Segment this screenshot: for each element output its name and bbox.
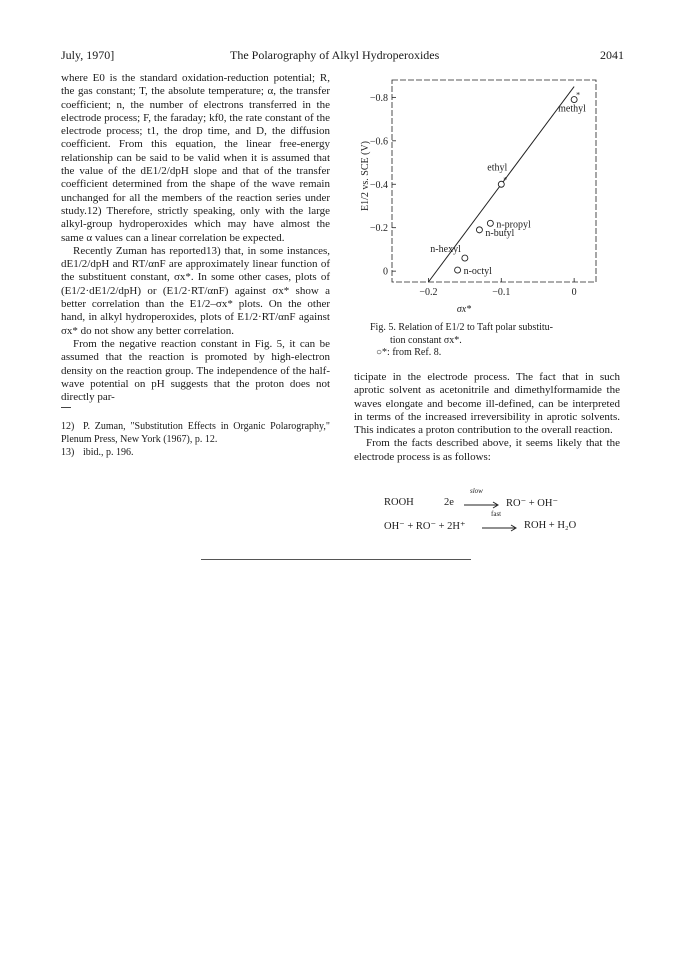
- caption-line: tion constant σx*.: [390, 334, 462, 346]
- figure-caption: [370, 322, 620, 360]
- reference-text: ibid., p. 196.: [83, 447, 134, 459]
- data-point-n-octyl: [455, 267, 461, 273]
- y-tick-label: −0.2: [369, 223, 388, 235]
- reference-number: 13): [61, 447, 75, 459]
- x-tick-label: 0: [571, 287, 577, 298]
- reference-text: P. Zuman, "Substitution Effects in Organic Polarography," Plenum Press, New York (1967), p. 12.: [61, 421, 330, 446]
- ref-asterisk: *: [576, 90, 581, 100]
- running-header-date: July, 1970]: [61, 48, 115, 62]
- reaction-arrow-icon: [482, 524, 518, 532]
- x-tick-label: −0.2: [419, 287, 438, 298]
- ref-asterisk: *: [503, 175, 508, 185]
- paragraph: From the negative reaction constant in Fig. 5, it can be assumed that the reaction is promoted by high-electron density on the reaction group. The independence of the half-wave potential on pH suggests that the proton does not directly par-: [61, 337, 330, 404]
- eq2-lhs: OH⁻ + RO⁻ + 2H⁺: [384, 521, 466, 532]
- eq1-arrow-label: slow: [470, 487, 483, 495]
- right-column: [354, 371, 620, 464]
- caption-line: ○*: from Ref. 8.: [376, 347, 442, 358]
- eq2-products: ROH + H₂O: [524, 520, 577, 531]
- data-point-n-butyl: [476, 227, 482, 233]
- footnote-rule: [61, 407, 71, 408]
- point-label-methyl: methyl: [558, 103, 586, 115]
- point-label-n-butyl: n-butyl: [485, 227, 515, 239]
- reference-13: [61, 446, 330, 459]
- end-rule: [201, 559, 471, 560]
- y-tick-label: −0.4: [369, 179, 388, 191]
- y-axis-label: E1/2 vs. SCE (V): [360, 141, 371, 211]
- y-tick-label: 0: [383, 266, 388, 278]
- page-number: 2041: [600, 48, 624, 62]
- figure-5-plot: [350, 68, 630, 318]
- paragraph: ticipate in the electrode process. The fact that in such aprotic solvent as acetonitrile and dimethylformamide the waves elongate and become ill-defined, can be interpreted in terms of the increased irreversibility in aprotic solvents. This indicates a proton contribution to the overall reaction.: [354, 371, 620, 437]
- y-tick-label: −0.8: [369, 92, 388, 104]
- reference-number: 12): [61, 421, 75, 433]
- paragraph: From the facts described above, it seems likely that the electrode process is as follows:: [354, 437, 620, 463]
- eq1-reactant: 2e: [444, 497, 454, 508]
- paragraph: where E0 is the standard oxidation-reduction potential; R, the gas constant; T, the absolute temperature; α, the transfer coefficient; n, the number of electrons transferred in the electrode process; F, the faraday; kf0, the rate constant of the electrode process; t1, the drop time, and D, the diffusion coefficient. From this equation, the linear free-energy relationship can be said to be valid when it is assumed that the value of the dE1/2/dpH slope and that of the transfer coefficient determined from the shape of the wave remain unchanged for all the members of the reaction series under study.12) Therefore, strictly speaking, only with the large alkyl-group hydroperoxides which may have almost the same α values can a linear correlation be expected.: [61, 72, 330, 244]
- equation-1: [384, 487, 624, 512]
- y-tick-label: −0.6: [369, 136, 388, 148]
- eq1-lhs: ROOH: [384, 497, 414, 508]
- point-label-ethyl: ethyl: [487, 162, 508, 174]
- point-label-n-propyl: n-propyl: [496, 219, 531, 231]
- data-point-n-hexyl: [462, 255, 468, 261]
- paragraph: Recently Zuman has reported13) that, in some instances, dE1/2/dpH and RT/αnF are approximately linear function of the substituent constant, σx*. In some other cases, plots of (E1/2·dE1/2/dpH) or (E1/2·RT/αnF) against σx* show a better correlation than the E1/2–σx* plots. On the other hand, in alkyl hydroperoxides, plots of E1/2·RT/αnF against σx* do not show any better correlation.: [61, 244, 330, 337]
- data-point-n-propyl: [487, 220, 493, 226]
- reference-12: [61, 420, 330, 446]
- equation-2: [384, 510, 624, 534]
- eq1-products: RO⁻ + OH⁻: [506, 498, 559, 509]
- x-axis-label: σx*: [456, 304, 472, 315]
- point-label-n-hexyl: n-hexyl: [430, 244, 461, 256]
- reaction-arrow-icon: [464, 501, 500, 509]
- running-header-title: The Polarography of Alkyl Hydroperoxides: [230, 48, 440, 62]
- caption-line: Fig. 5. Relation of E1/2 to Taft polar substitu-: [370, 322, 553, 333]
- point-label-n-octyl: n-octyl: [463, 266, 492, 278]
- left-column: [61, 72, 330, 459]
- eq2-arrow-label: fast: [491, 510, 502, 518]
- x-tick-label: −0.1: [492, 287, 511, 298]
